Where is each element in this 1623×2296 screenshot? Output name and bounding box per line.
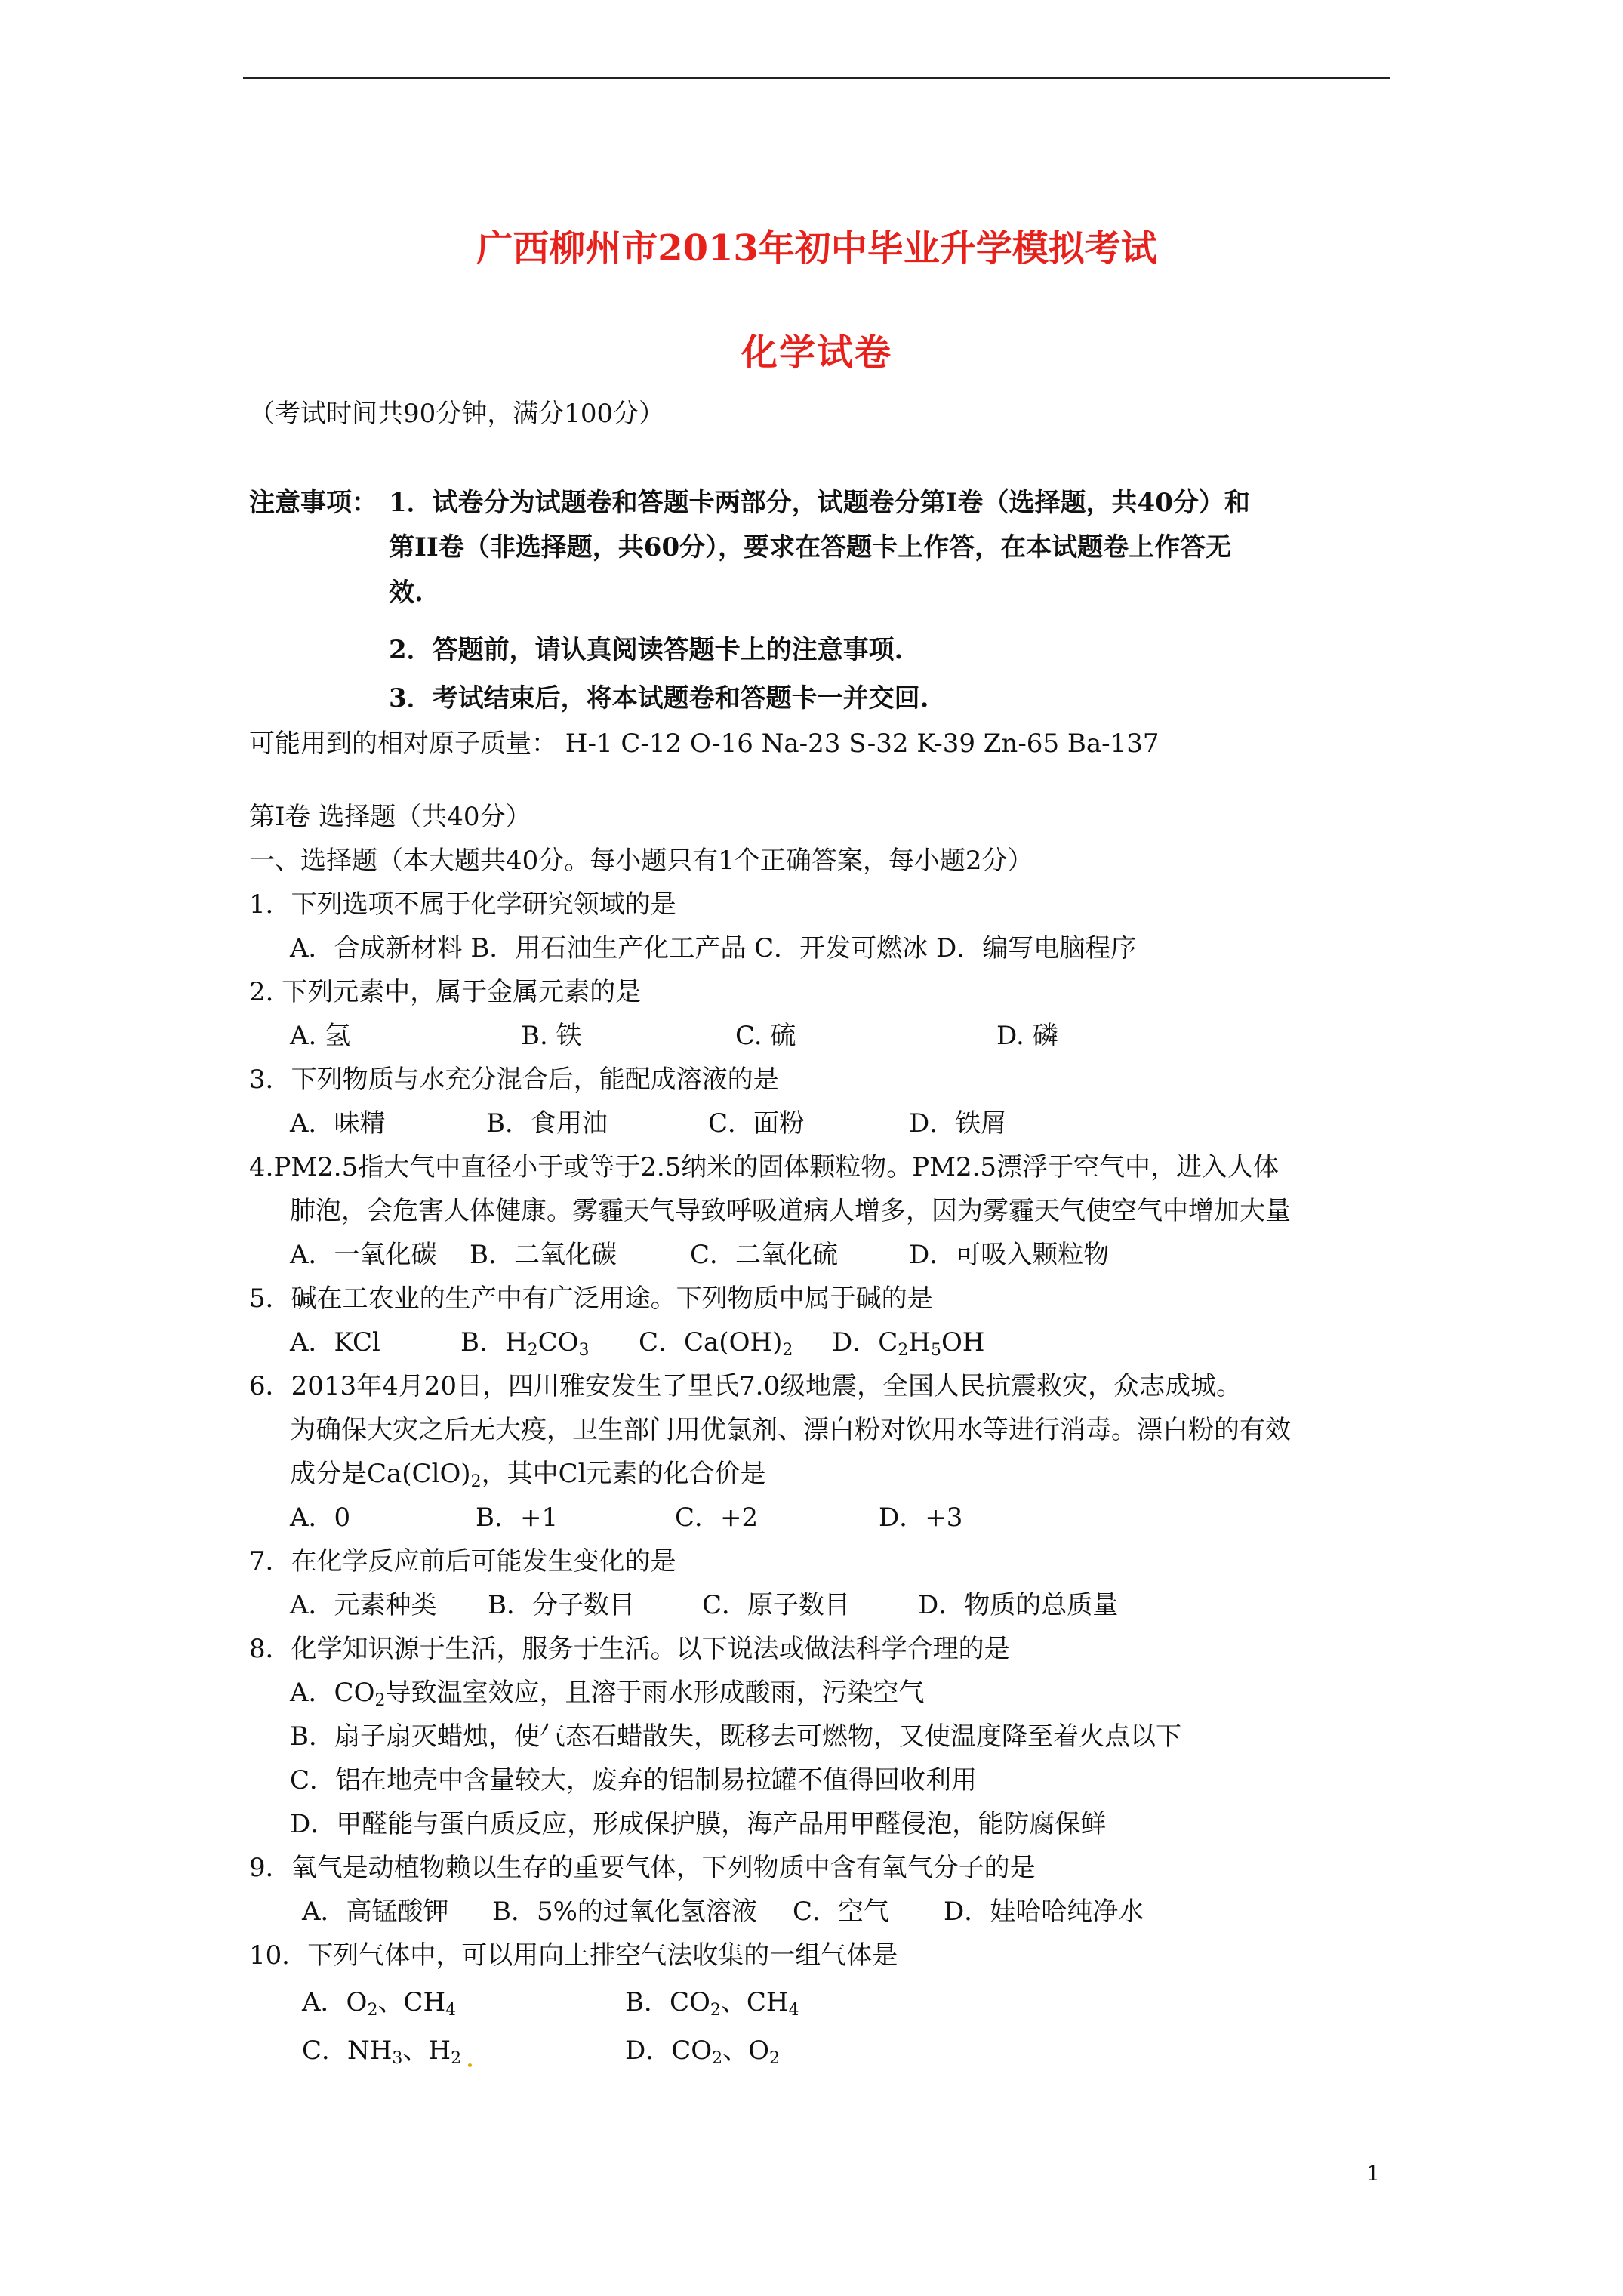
q8-option-d: D．甲醛能与蛋白质反应，形成保护膜，海产品用甲醛侵泡，能防腐保鲜	[290, 1809, 1107, 1839]
q2-option-a: A. 氢	[290, 1021, 351, 1051]
q9-option-a: A．高锰酸钾	[302, 1897, 449, 1927]
notice-label: 注意事项：	[249, 488, 377, 518]
q5-option-c: C．$Ca(OH)_2$	[639, 1327, 793, 1360]
q7-option-d: D．物质的总质量	[918, 1590, 1119, 1620]
q2-option-b: B. 铁	[521, 1021, 582, 1051]
notice-item-1c: 效.	[389, 578, 423, 608]
q4-line-1: 4.PM2.5指大气中直径小于或等于2.5纳米的固体颗粒物。PM2.5漂浮于空气中，进入人体	[249, 1152, 1280, 1182]
q3-option-c: C．面粉	[708, 1108, 805, 1139]
q9-option-c: C．空气	[793, 1897, 890, 1927]
q5-stem: 5．碱在工农业的生产中有广泛用途。下列物质中属于碱的是	[249, 1284, 933, 1314]
q5-option-a: A．KCl	[290, 1327, 380, 1358]
q6-option-c: C．+2	[675, 1502, 759, 1533]
notice-item-2: 2．答题前，请认真阅读答题卡上的注意事项.	[389, 635, 904, 665]
q3-option-b: B．食用油	[486, 1108, 608, 1139]
q5-option-d: D．$C_2H_5OH$	[832, 1327, 985, 1360]
q6-line-3: 成分是$Ca(ClO)_2$，其中Cl元素的化合价是	[290, 1459, 766, 1491]
q6-option-a: A．0	[290, 1502, 351, 1533]
notice-item-1b: 第II卷（非选择题，共60分），要求在答题卡上作答，在本试题卷上作答无	[389, 532, 1232, 562]
q2-option-c: C. 硫	[735, 1021, 796, 1051]
q10-option-d: D．$CO_2$、$O_2$	[625, 2036, 781, 2068]
q2-stem: 2. 下列元素中，属于金属元素的是	[249, 977, 642, 1007]
q6-option-b: B．+1	[476, 1502, 559, 1533]
q7-option-b: B．分子数目	[488, 1590, 635, 1620]
q8-stem: 8．化学知识源于生活，服务于生活。以下说法或做法科学合理的是	[249, 1634, 1010, 1664]
q9-option-b: B．5%的过氧化氢溶液	[492, 1897, 757, 1927]
part-heading: 一、选择题（本大题共40分。每小题只有1个正确答案，每小题2分）	[249, 846, 1033, 876]
q7-stem: 7．在化学反应前后可能发生变化的是	[249, 1546, 676, 1576]
q4-option-b: B．二氧化碳	[470, 1240, 617, 1270]
stray-mark	[468, 2063, 472, 2067]
q4-option-d: D．可吸入颗粒物	[909, 1240, 1110, 1270]
section-heading: 第Ⅰ卷 选择题（共40分）	[249, 802, 531, 832]
time-note: （考试时间共90分钟，满分100分）	[249, 399, 665, 429]
q4-option-c: C．二氧化硫	[690, 1240, 839, 1270]
notice-item-3: 3．考试结束后，将本试题卷和答题卡一并交回.	[389, 683, 929, 713]
notice-item-1a: 1．试卷分为试题卷和答题卡两部分，试题卷分第Ⅰ卷（选择题，共40分）和	[389, 488, 1250, 518]
header-rule	[243, 77, 1390, 79]
q4-line-2: 肺泡，会危害人体健康。雾霾天气导致呼吸道病人增多，因为雾霾天气使空气中增加大量	[290, 1196, 1291, 1226]
q7-option-a: A．元素种类	[290, 1590, 437, 1620]
q6-line-2: 为确保大灾之后无大疫，卫生部门用优氯剂、漂白粉对饮用水等进行消毒。漂白粉的有效	[290, 1415, 1291, 1445]
q10-option-b: B．$CO_2$、$CH_4$	[625, 1987, 799, 2020]
q6-line-1: 6．2013年4月20日，四川雅安发生了里氏7.0级地震，全国人民抗震救灾，众志成城。	[249, 1371, 1243, 1401]
q8-option-a: A．$CO_2$导致温室效应，且溶于雨水形成酸雨，污染空气	[290, 1678, 925, 1710]
q3-option-d: D．铁屑	[909, 1108, 1007, 1139]
q5-option-b: B．$H_2CO_3$	[460, 1327, 590, 1360]
exam-subtitle: 化学试卷	[741, 331, 892, 374]
q1-options: A．合成新材料 B．用石油生产化工产品 C．开发可燃冰 D．编写电脑程序	[290, 933, 1137, 963]
atomic-masses: 可能用到的相对原子质量： H-1 C-12 O-16 Na-23 S-32 K-39 Zn-65 Ba-137	[249, 729, 1160, 759]
q9-stem: 9．氧气是动植物赖以生存的重要气体，下列物质中含有氧气分子的是	[249, 1853, 1036, 1883]
q10-option-c: C．$NH_3$、$H_2$	[302, 2036, 462, 2068]
exam-title: 广西柳州市2013年初中毕业升学模拟考试	[476, 227, 1157, 270]
q9-option-d: D．娃哈哈纯净水	[944, 1897, 1144, 1927]
page-number: 1	[1366, 2161, 1380, 2186]
q8-option-c: C．铝在地壳中含量较大，废弃的铝制易拉罐不值得回收利用	[290, 1765, 978, 1795]
q1-stem: 1．下列选项不属于化学研究领域的是	[249, 889, 676, 920]
q10-stem: 10．下列气体中，可以用向上排空气法收集的一组气体是	[249, 1940, 898, 1971]
q3-option-a: A．味精	[290, 1108, 386, 1139]
q8-option-b: B．扇子扇灭蜡烛，使气态石蜡散失，既移去可燃物，又使温度降至着火点以下	[290, 1721, 1181, 1752]
q7-option-c: C．原子数目	[702, 1590, 851, 1620]
q4-option-a: A．一氧化碳	[290, 1240, 437, 1270]
q6-option-d: D．+3	[879, 1502, 963, 1533]
q10-option-a: A．$O_2$、$CH_4$	[302, 1987, 457, 2020]
q2-option-d: D. 磷	[996, 1021, 1058, 1051]
q3-stem: 3．下列物质与水充分混合后，能配成溶液的是	[249, 1065, 779, 1095]
